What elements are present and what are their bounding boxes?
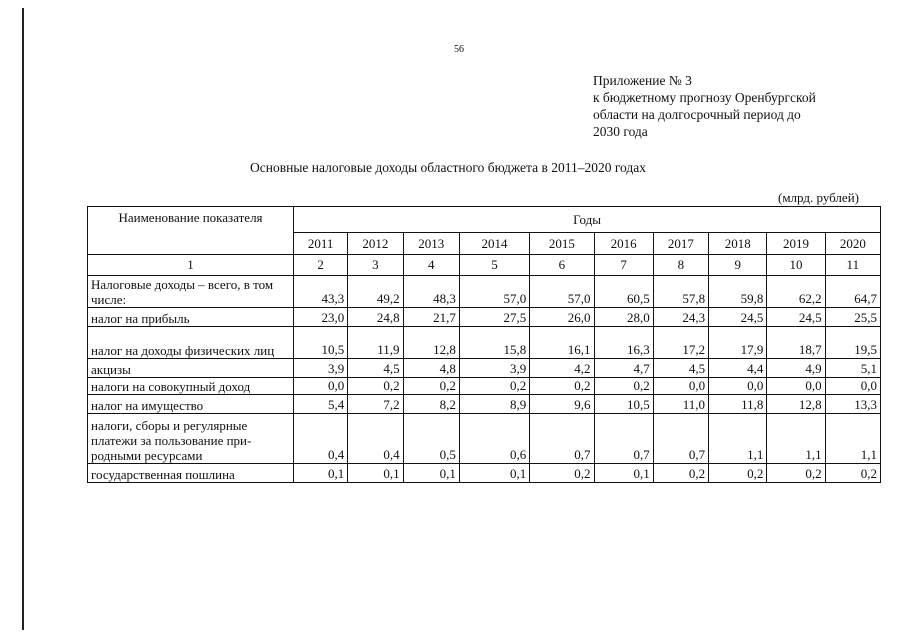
indicator-name: налоги, сборы и регулярные платежи за пользование при-родными ресурсами <box>88 414 294 464</box>
value-cell: 3,9 <box>294 359 348 378</box>
indicator-name: Налоговые доходы – всего, в том числе: <box>88 276 294 308</box>
value-cell: 1,1 <box>709 414 767 464</box>
year-header: 2014 <box>459 233 529 255</box>
table-row <box>88 464 881 483</box>
year-header: 2016 <box>594 233 653 255</box>
value-cell: 15,8 <box>459 327 529 359</box>
value-cell: 11,0 <box>653 395 708 414</box>
value-cell: 8,9 <box>459 395 529 414</box>
value-cell: 0,0 <box>825 378 880 395</box>
value-cell: 11,8 <box>709 395 767 414</box>
value-cell: 17,2 <box>653 327 708 359</box>
value-cell: 0,7 <box>530 414 594 464</box>
tax-revenue-table <box>87 206 881 483</box>
value-cell: 24,5 <box>767 308 825 327</box>
appendix-header <box>593 72 816 140</box>
indicator-name: налог на имущество <box>88 395 294 414</box>
value-cell: 4,8 <box>403 359 459 378</box>
appendix-line: Приложение № 3 <box>593 73 692 88</box>
column-index: 3 <box>348 255 403 276</box>
appendix-line: 2030 года <box>593 124 648 139</box>
value-cell: 0,2 <box>530 378 594 395</box>
value-cell: 0,2 <box>709 464 767 483</box>
appendix-line: области на долгосрочный период до <box>593 107 801 122</box>
value-cell: 16,1 <box>530 327 594 359</box>
value-cell: 0,7 <box>594 414 653 464</box>
value-cell: 0,6 <box>459 414 529 464</box>
value-cell: 57,0 <box>530 276 594 308</box>
indicator-name: налог на прибыль <box>88 308 294 327</box>
document-title: Основные налоговые доходы областного бюджета в 2011–2020 годах <box>250 160 646 175</box>
value-cell: 0,4 <box>294 414 348 464</box>
value-cell: 7,2 <box>348 395 403 414</box>
value-cell: 13,3 <box>825 395 880 414</box>
year-header: 2018 <box>709 233 767 255</box>
value-cell: 3,9 <box>459 359 529 378</box>
value-cell: 26,0 <box>530 308 594 327</box>
value-cell: 60,5 <box>594 276 653 308</box>
indicator-name: налог на доходы физических лиц <box>88 327 294 359</box>
year-header: 2019 <box>767 233 825 255</box>
appendix-line: к бюджетному прогнозу Оренбургской <box>593 90 816 105</box>
units-label: (млрд. рублей) <box>778 190 859 205</box>
value-cell: 57,0 <box>459 276 529 308</box>
value-cell: 19,5 <box>825 327 880 359</box>
value-cell: 0,5 <box>403 414 459 464</box>
value-cell: 0,2 <box>594 378 653 395</box>
value-cell: 12,8 <box>403 327 459 359</box>
value-cell: 27,5 <box>459 308 529 327</box>
value-cell: 59,8 <box>709 276 767 308</box>
header-indicator-name: Наименование показателя <box>88 207 294 255</box>
value-cell: 8,2 <box>403 395 459 414</box>
value-cell: 0,0 <box>294 378 348 395</box>
value-cell: 64,7 <box>825 276 880 308</box>
value-cell: 0,1 <box>294 464 348 483</box>
table-row <box>88 308 881 327</box>
column-index: 8 <box>653 255 708 276</box>
value-cell: 1,1 <box>767 414 825 464</box>
value-cell: 0,2 <box>530 464 594 483</box>
year-header: 2017 <box>653 233 708 255</box>
value-cell: 0,2 <box>825 464 880 483</box>
value-cell: 57,8 <box>653 276 708 308</box>
column-index: 7 <box>594 255 653 276</box>
value-cell: 0,0 <box>709 378 767 395</box>
column-index: 11 <box>825 255 880 276</box>
value-cell: 0,0 <box>653 378 708 395</box>
year-header: 2013 <box>403 233 459 255</box>
value-cell: 4,9 <box>767 359 825 378</box>
value-cell: 62,2 <box>767 276 825 308</box>
value-cell: 24,5 <box>709 308 767 327</box>
column-index: 4 <box>403 255 459 276</box>
value-cell: 24,8 <box>348 308 403 327</box>
column-index: 10 <box>767 255 825 276</box>
value-cell: 0,1 <box>348 464 403 483</box>
table-row <box>88 414 881 464</box>
value-cell: 11,9 <box>348 327 403 359</box>
column-index: 1 <box>88 255 294 276</box>
page-number: 56 <box>454 44 464 55</box>
indicator-name: государственная пошлина <box>88 464 294 483</box>
value-cell: 1,1 <box>825 414 880 464</box>
table-row <box>88 395 881 414</box>
value-cell: 49,2 <box>348 276 403 308</box>
value-cell: 4,5 <box>653 359 708 378</box>
value-cell: 0,2 <box>459 378 529 395</box>
value-cell: 0,2 <box>653 464 708 483</box>
page-edge-line <box>22 8 24 630</box>
value-cell: 0,4 <box>348 414 403 464</box>
value-cell: 21,7 <box>403 308 459 327</box>
value-cell: 0,2 <box>348 378 403 395</box>
value-cell: 4,4 <box>709 359 767 378</box>
value-cell: 10,5 <box>594 395 653 414</box>
value-cell: 16,3 <box>594 327 653 359</box>
table-row <box>88 327 881 359</box>
value-cell: 0,1 <box>594 464 653 483</box>
value-cell: 23,0 <box>294 308 348 327</box>
value-cell: 0,2 <box>403 378 459 395</box>
value-cell: 0,1 <box>403 464 459 483</box>
value-cell: 28,0 <box>594 308 653 327</box>
value-cell: 4,2 <box>530 359 594 378</box>
column-index: 6 <box>530 255 594 276</box>
value-cell: 4,5 <box>348 359 403 378</box>
value-cell: 48,3 <box>403 276 459 308</box>
indicator-name: акцизы <box>88 359 294 378</box>
indicator-name: налоги на совокупный доход <box>88 378 294 395</box>
table-row <box>88 359 881 378</box>
table-row <box>88 276 881 308</box>
value-cell: 5,4 <box>294 395 348 414</box>
year-header: 2020 <box>825 233 880 255</box>
column-index: 2 <box>294 255 348 276</box>
value-cell: 43,3 <box>294 276 348 308</box>
year-header: 2015 <box>530 233 594 255</box>
header-years: Годы <box>294 207 881 233</box>
column-index: 9 <box>709 255 767 276</box>
value-cell: 0,1 <box>459 464 529 483</box>
value-cell: 10,5 <box>294 327 348 359</box>
value-cell: 18,7 <box>767 327 825 359</box>
column-index-row <box>88 255 881 276</box>
value-cell: 24,3 <box>653 308 708 327</box>
value-cell: 0,0 <box>767 378 825 395</box>
value-cell: 12,8 <box>767 395 825 414</box>
value-cell: 25,5 <box>825 308 880 327</box>
column-index: 5 <box>459 255 529 276</box>
table-row <box>88 378 881 395</box>
value-cell: 0,7 <box>653 414 708 464</box>
value-cell: 17,9 <box>709 327 767 359</box>
value-cell: 4,7 <box>594 359 653 378</box>
year-header: 2011 <box>294 233 348 255</box>
year-header: 2012 <box>348 233 403 255</box>
value-cell: 5,1 <box>825 359 880 378</box>
value-cell: 9,6 <box>530 395 594 414</box>
value-cell: 0,2 <box>767 464 825 483</box>
